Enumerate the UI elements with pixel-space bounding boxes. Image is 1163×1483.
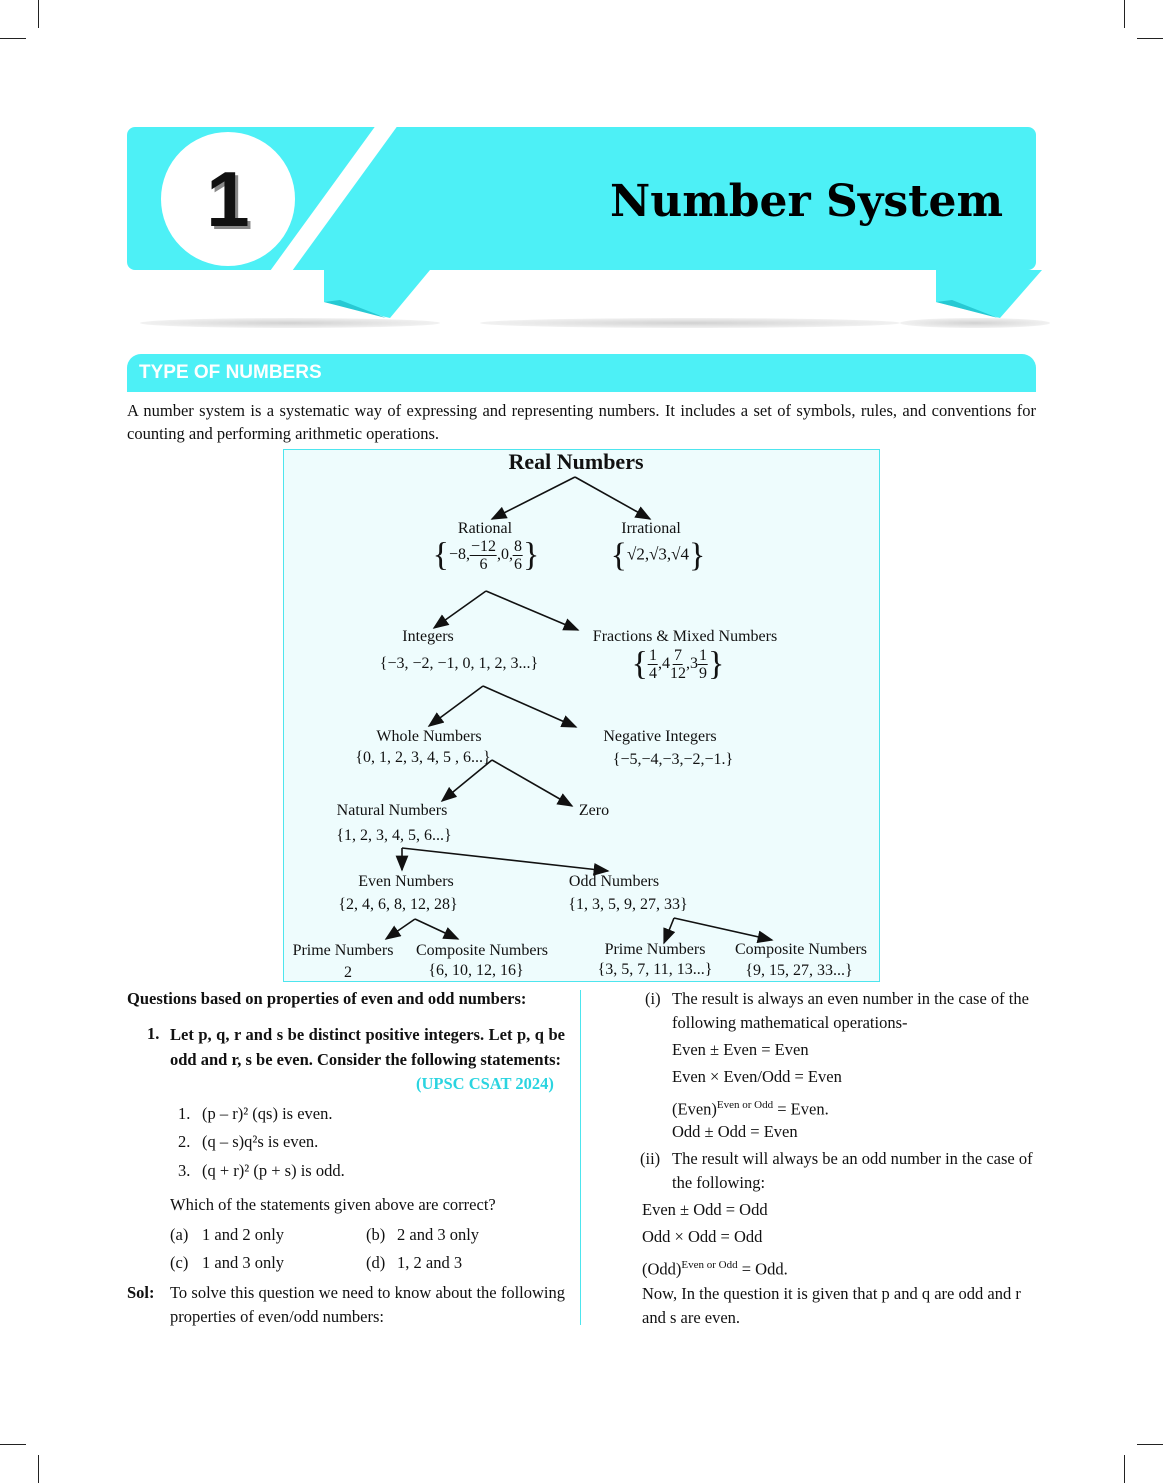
option-d: 1, 2 and 3 <box>397 1253 463 1272</box>
diagram-title: Real Numbers <box>508 449 644 474</box>
crop-mark <box>0 1444 26 1445</box>
option-a-key: (a) <box>170 1225 189 1244</box>
crop-mark <box>1137 1444 1163 1445</box>
irrational-set: {√2,√3,√4} <box>610 537 706 574</box>
rational-label: Rational <box>457 520 513 537</box>
odd-label: Odd Numbers <box>568 873 660 890</box>
rule-ii-key: (ii) <box>640 1149 661 1168</box>
composite-odd-label: Composite Numbers <box>735 941 867 958</box>
column-divider <box>580 990 581 1325</box>
rational-set: {−8, $\frac{-12}{6}$ ,0, $\frac{8}{6}$ } <box>432 536 540 574</box>
option-d-key: (d) <box>366 1253 386 1272</box>
composite-even-set: {6, 10, 12, 16} <box>428 962 524 979</box>
option-c: 1 and 3 only <box>202 1253 285 1272</box>
even-label: Even Numbers <box>358 873 454 890</box>
option-b: 2 and 3 only <box>397 1225 480 1244</box>
arrow-to-composite-odd <box>674 918 772 940</box>
crop-mark <box>38 1455 39 1483</box>
negative-label: Negative Integers <box>603 728 717 745</box>
solution-label: Sol: <box>127 1283 155 1302</box>
option-c-key: (c) <box>170 1253 189 1272</box>
question-given-text: Now, In the question it is given that p and q are odd and r and s are even. <box>642 1284 1021 1327</box>
prime-even-label: Prime Numbers <box>292 942 394 959</box>
arrow-to-integers <box>434 591 486 628</box>
chapter-number: 1 <box>206 154 250 243</box>
question-text: Let p, q, r and s be distinct positive integers. Let p, q be odd and r, s be even. Consider the following statements: <box>170 1025 565 1069</box>
whole-set: {0, 1, 2, 3, 4, 5 , 6...} <box>355 749 491 766</box>
fractions-label: Fractions & Mixed Numbers <box>592 628 778 645</box>
header-shadow <box>140 318 440 328</box>
section-title: TYPE OF NUMBERS <box>139 362 322 383</box>
statement-2: (q – s)q²s is even. <box>202 1132 319 1151</box>
chapter-title: Number System <box>609 176 1003 227</box>
whole-label: Whole Numbers <box>376 728 482 745</box>
arrow-to-zero <box>492 760 572 806</box>
rule-ii-text: The result will always be an odd number in the case of the following: <box>672 1149 1033 1192</box>
odd-rule-3: (Odd)$^{Even or Odd}$ = Odd. <box>642 1259 788 1279</box>
statement-2-number: 2. <box>178 1132 191 1151</box>
questions-heading: Questions based on properties of even and odd numbers: <box>127 989 527 1008</box>
crop-mark <box>1137 38 1163 39</box>
arrow-to-prime-odd <box>664 918 674 943</box>
prime-even-set: 2 <box>344 964 352 981</box>
statement-3-number: 3. <box>178 1161 191 1180</box>
statement-1-number: 1. <box>178 1104 191 1123</box>
arrow-to-whole <box>429 686 483 726</box>
header-shadow <box>900 318 1050 328</box>
prime-odd-set: {3, 5, 7, 11, 13...} <box>597 961 713 978</box>
even-rule-4: Odd ± Odd = Even <box>672 1122 798 1141</box>
integers-label: Integers <box>402 628 454 645</box>
solution-text: To solve this question we need to know about the following properties of even/odd numbers: <box>170 1283 565 1326</box>
even-rule-3: (Even)$^{Even or Odd}$ = Even. <box>672 1099 829 1119</box>
odd-rule-1: Even ± Odd = Odd <box>642 1200 768 1219</box>
arrow-to-fractions <box>486 591 578 630</box>
natural-set: {1, 2, 3, 4, 5, 6...} <box>336 827 452 844</box>
question-source-tag: (UPSC CSAT 2024) <box>416 1074 554 1093</box>
crop-mark <box>38 0 39 28</box>
composite-even-label: Composite Numbers <box>416 942 548 959</box>
fractions-set: { $\frac{1}{4}$ ,4 $\frac{7}{12}$ ,3 $\frac{1}{9}$ } <box>631 645 725 683</box>
even-rule-1: Even ± Even = Even <box>672 1040 809 1059</box>
even-set: {2, 4, 6, 8, 12, 28} <box>338 896 458 913</box>
odd-rule-2: Odd × Odd = Odd <box>642 1227 763 1246</box>
arrow-to-irrational <box>575 477 650 519</box>
integers-set: {−3, −2, −1, 0, 1, 2, 3...} <box>379 655 539 672</box>
option-a: 1 and 2 only <box>202 1225 285 1244</box>
natural-label: Natural Numbers <box>336 802 448 819</box>
rule-i-key: (i) <box>645 989 661 1008</box>
intro-paragraph: A number system is a systematic way of expressing and representing numbers. It includes a set of symbols, rules, and conventions for counting and performing arithmetic operations. <box>127 401 1036 443</box>
zero-label: Zero <box>578 802 610 819</box>
prime-odd-label: Prime Numbers <box>604 941 706 958</box>
statement-1: (p – r)² (qs) is even. <box>202 1104 333 1123</box>
crop-mark <box>1124 1455 1125 1483</box>
question-number: 1. <box>147 1024 160 1043</box>
header-shadow <box>480 318 900 328</box>
arrow-to-prime-even <box>386 919 415 939</box>
even-rule-2: Even × Even/Odd = Even <box>672 1067 842 1086</box>
odd-set: {1, 3, 5, 9, 27, 33} <box>568 896 688 913</box>
arrow-to-composite-even <box>415 919 458 939</box>
irrational-label: Irrational <box>621 520 681 537</box>
crop-mark <box>1124 0 1125 28</box>
rule-i-text: The result is always an even number in the case of the following mathematical operations- <box>672 989 1029 1032</box>
negative-set: {−5,−4,−3,−2,−1.} <box>612 751 734 768</box>
arrow-to-rational <box>492 477 575 519</box>
arrow-to-odd <box>402 848 608 871</box>
statement-3: (q + r)² (p + s) is odd. <box>202 1161 345 1180</box>
question-ask: Which of the statements given above are correct? <box>170 1195 496 1214</box>
option-b-key: (b) <box>366 1225 386 1244</box>
real-numbers-diagram <box>283 449 880 982</box>
arrow-to-negative <box>483 686 576 727</box>
crop-mark <box>0 38 26 39</box>
composite-odd-set: {9, 15, 27, 33...} <box>745 962 853 979</box>
